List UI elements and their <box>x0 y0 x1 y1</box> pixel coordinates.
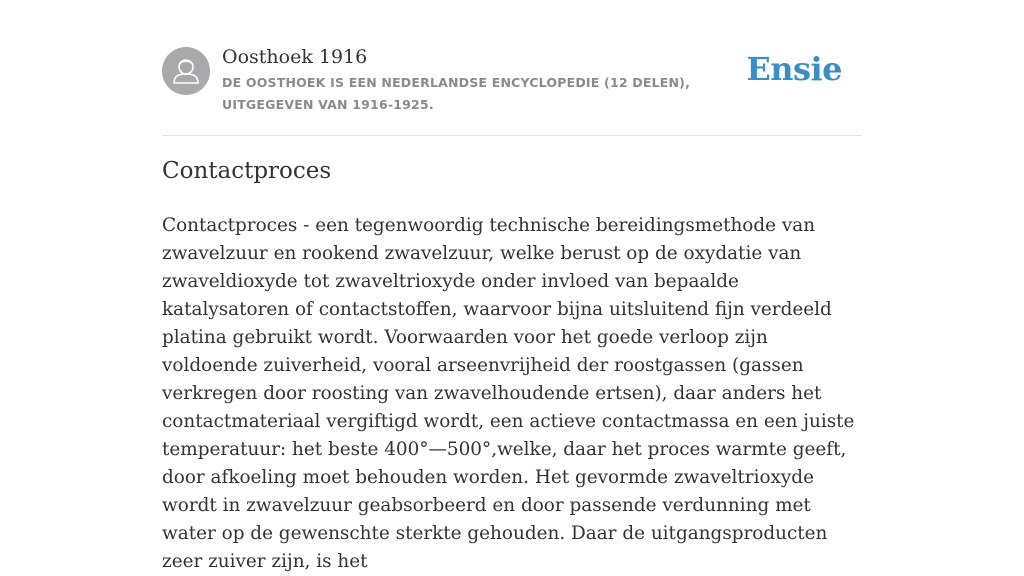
header-divider <box>162 135 862 136</box>
brand-logo[interactable]: Ensie <box>746 50 842 88</box>
article-title: Contactproces <box>162 158 332 184</box>
article-body: Contactproces - een tegenwoordig technische bereidingsmethode van zwavelzuur en rookend zwavelzuur, welke berust op de oxydatie van zwaveldioxyde tot zwaveltrioxyde onder invloed van bepaalde katalysatoren of contactstoffen, waarvoor bijna uitsluitend fijn verdeeld platina gebruikt wordt. Voorwaarden voor het goede verloop zijn voldoende zuiverheid, vooral arseenvrijheid der roostgassen (gassen verkregen door roosting van zwavelhoudende ertsen), daar anders het contactmateriaal vergiftigd wordt, een actieve contactmassa en een juiste temperatuur: het beste 400°—500°,welke, daar het proces warmte geeft, door afkoeling moet behouden worden. Het gevormde zwaveltrioxyde wordt in zwavelzuur geabsorbeerd en door passende verdunning met water op de gewenschte sterkte gehouden. Daar de uitgangsproducten zeer zuiver zijn, is het <box>162 215 855 572</box>
source-name[interactable]: Oosthoek 1916 <box>222 46 368 68</box>
user-icon <box>162 47 210 95</box>
source-header <box>162 44 862 136</box>
source-description: DE OOSTHOEK IS EEN NEDERLANDSE ENCYCLOPEDIE (12 DELEN), UITGEGEVEN VAN 1916-1925. <box>222 75 691 112</box>
